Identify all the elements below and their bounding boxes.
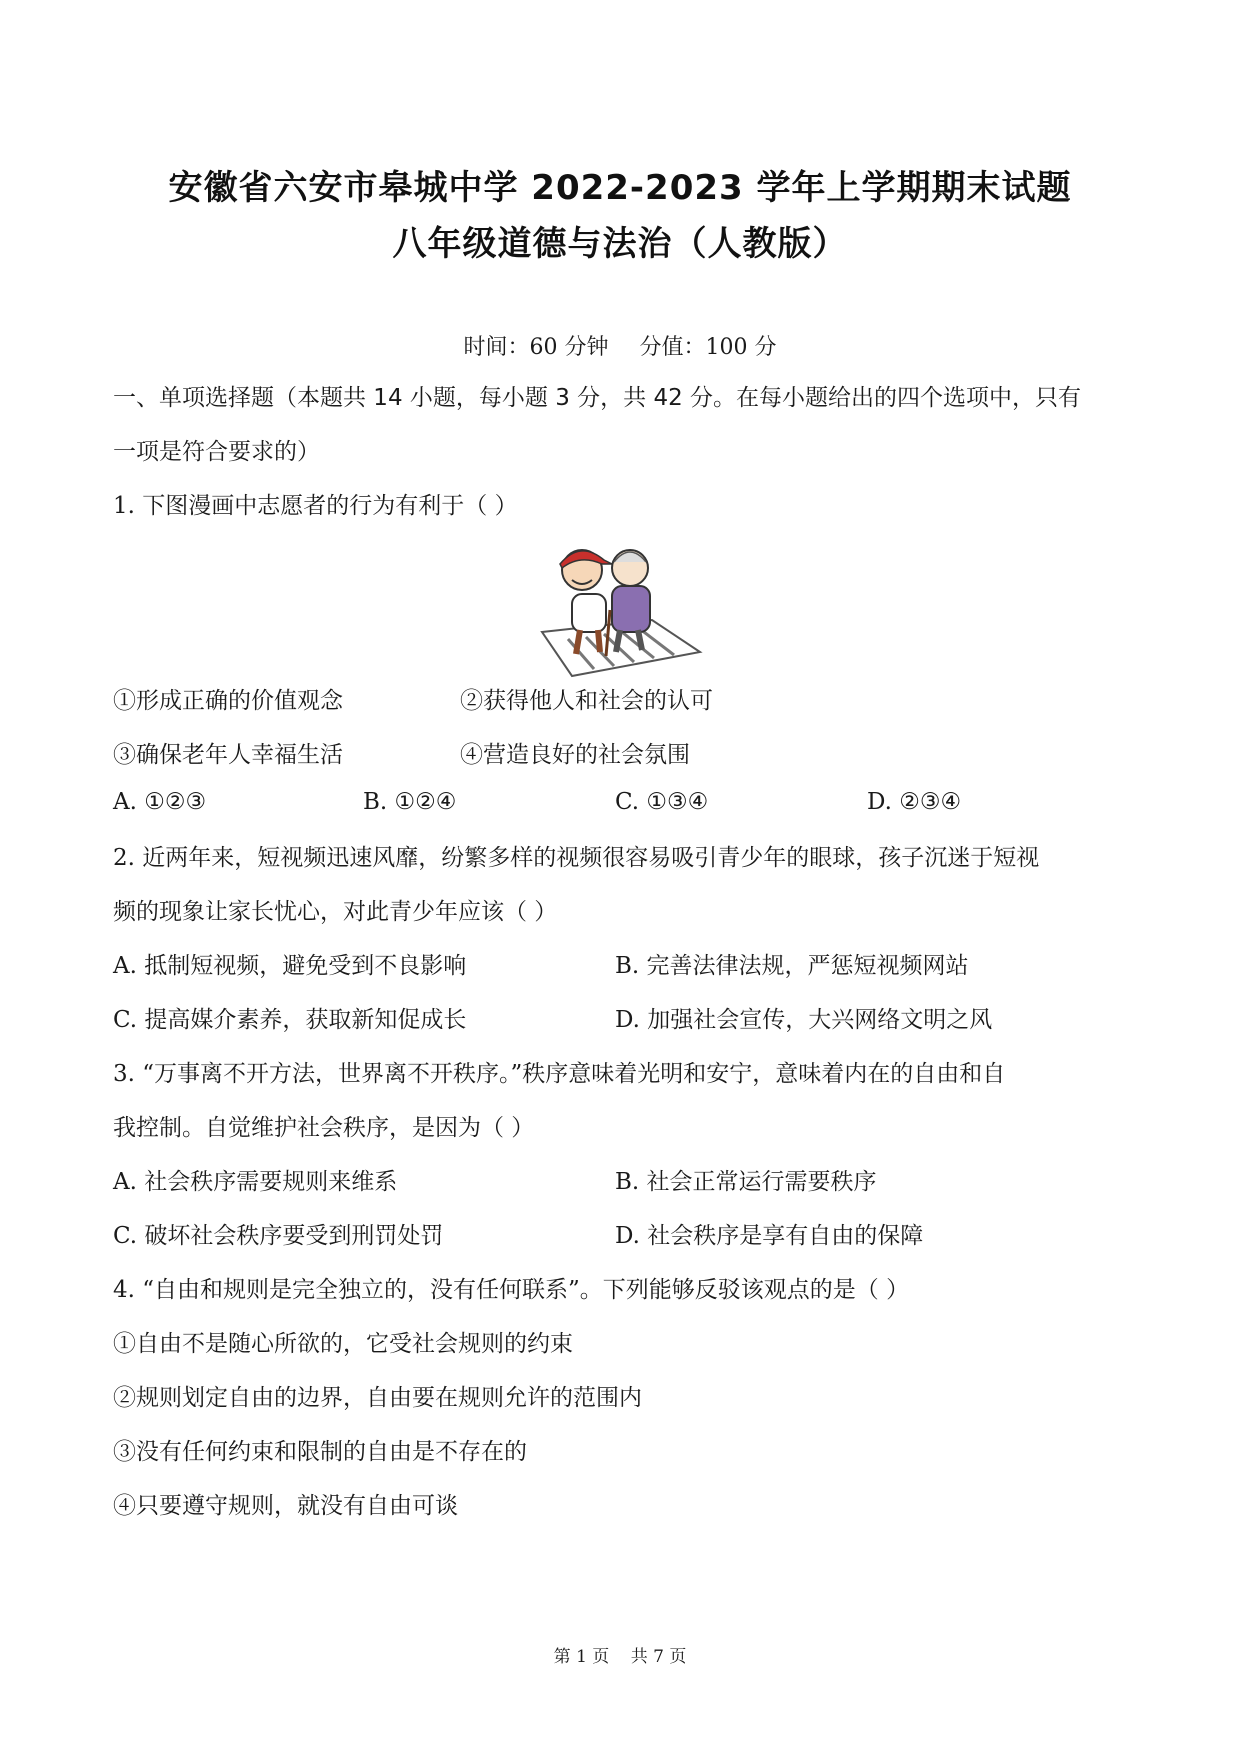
page-footer: [0, 1642, 1240, 1667]
page-subtitle: 八年级道德与法治（人教版）: [392, 224, 848, 264]
q1-option-d: D. ②③④: [867, 789, 962, 815]
q4-statement-3: ③没有任何约束和限制的自由是不存在的: [113, 1439, 527, 1465]
q2-option-b: B. 完善法律法规，严惩短视频网站: [615, 953, 969, 979]
page-number: 第 1 页: [553, 1647, 610, 1667]
question-3-stem-cont: 我控制。自觉维护社会秩序，是因为（ ）: [113, 1115, 535, 1141]
q4-statement-4: ④只要遵守规则，就没有自由可谈: [113, 1493, 458, 1519]
q1-statement-1: ①形成正确的价值观念: [113, 688, 343, 714]
total-score: 分值：100 分: [639, 335, 777, 360]
section-heading: 一、单项选择题（本题共 14 小题，每小题 3 分，共 42 分。在每小题给出的四个选项中，只有: [113, 385, 1082, 411]
q3-option-d: D. 社会秩序是享有自由的保障: [615, 1223, 924, 1249]
q3-option-a: A. 社会秩序需要规则来维系: [113, 1169, 398, 1195]
exam-meta: [0, 330, 1240, 361]
q3-option-c: C. 破坏社会秩序要受到刑罚处罚: [113, 1223, 444, 1249]
volunteer-cartoon-illustration: [532, 540, 710, 688]
q2-option-d: D. 加强社会宣传，大兴网络文明之风: [615, 1007, 993, 1033]
q1-option-b: B. ①②④: [363, 789, 457, 815]
question-3-stem: 3. “万事离不开方法，世界离不开秩序。”秩序意味着光明和安宁，意味着内在的自由和自: [113, 1061, 1006, 1087]
q3-option-b: B. 社会正常运行需要秩序: [615, 1169, 877, 1195]
q1-option-a: A. ①②③: [113, 789, 207, 815]
question-1-stem: 1. 下图漫画中志愿者的行为有利于（ ）: [113, 493, 518, 519]
page-title: 安徽省六安市皋城中学 2022-2023 学年上学期期末试题: [168, 168, 1072, 208]
q1-option-c: C. ①③④: [615, 789, 709, 815]
page-total: 共 7 页: [630, 1647, 687, 1667]
q2-option-a: A. 抵制短视频，避免受到不良影响: [113, 953, 467, 979]
time-limit: 时间：60 分钟: [463, 335, 609, 360]
q1-statement-3: ③确保老年人幸福生活: [113, 742, 343, 768]
q1-statement-4: ④营造良好的社会氛围: [460, 742, 690, 768]
question-2-stem-cont: 频的现象让家长忧心，对此青少年应该（ ）: [113, 899, 558, 925]
q4-statement-2: ②规则划定自由的边界，自由要在规则允许的范围内: [113, 1385, 642, 1411]
q1-statement-2: ②获得他人和社会的认可: [460, 688, 713, 714]
q4-statement-1: ①自由不是随心所欲的，它受社会规则的约束: [113, 1331, 573, 1357]
section-heading-cont: 一项是符合要求的）: [113, 439, 320, 465]
q2-option-c: C. 提高媒介素养，获取新知促成长: [113, 1007, 467, 1033]
question-4-stem: 4. “自由和规则是完全独立的，没有任何联系”。下列能够反驳该观点的是（ ）: [113, 1277, 910, 1303]
question-2-stem: 2. 近两年来，短视频迅速风靡，纷繁多样的视频很容易吸引青少年的眼球，孩子沉迷于短视: [113, 845, 1040, 871]
